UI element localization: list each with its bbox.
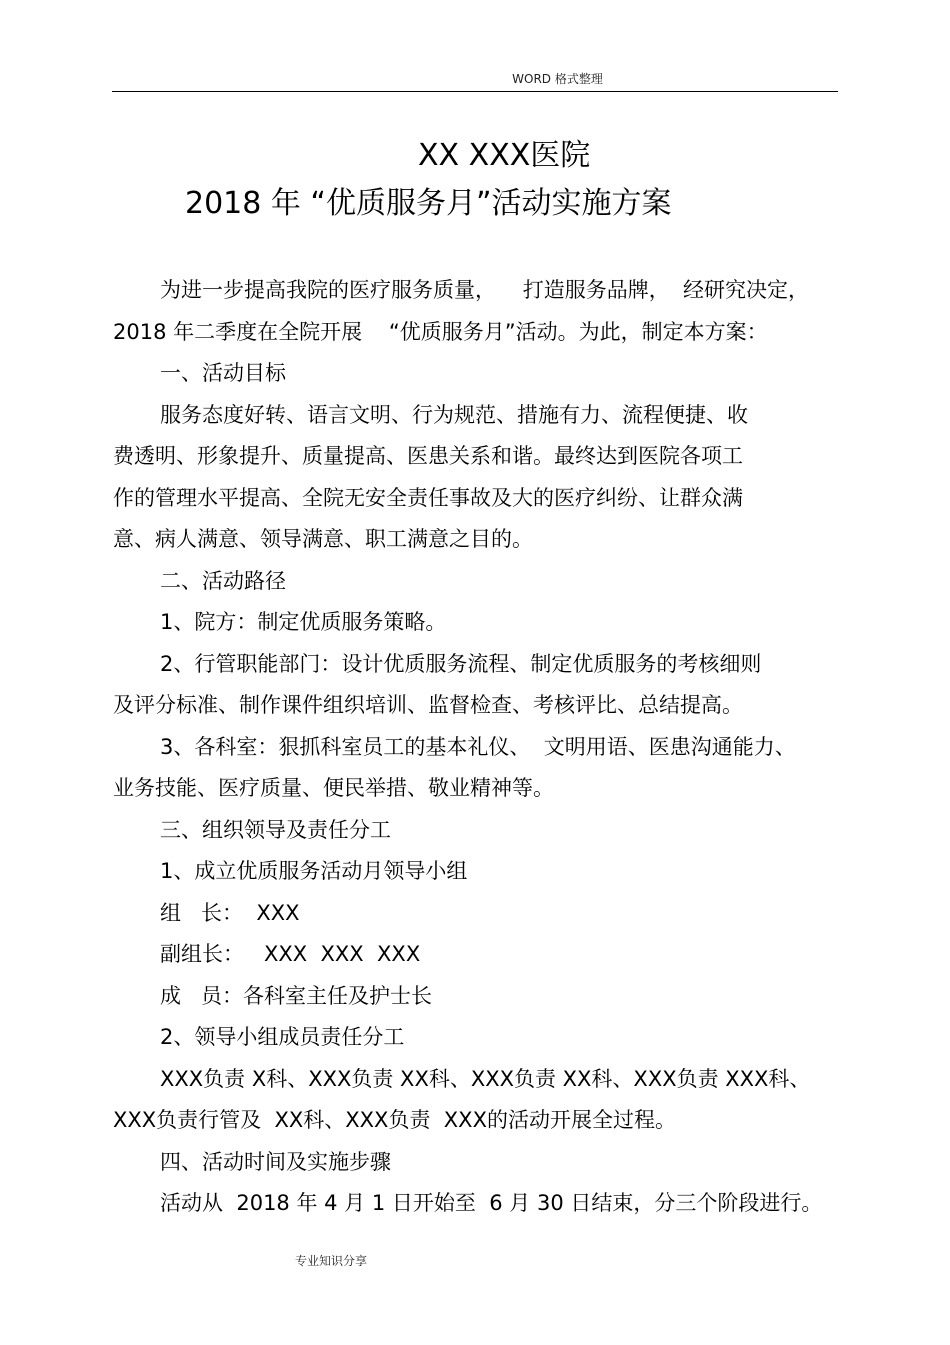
paragraph-line: XXX负责行管及 XX科、XXX负责 XXX的活动开展全过程。: [113, 1108, 676, 1132]
paragraph-line: 费透明、形象提升、质量提高、医患关系和谐。最终达到医院各项工: [113, 444, 743, 468]
paragraph-line: 副组长： XXX XXX XXX: [160, 942, 421, 966]
page-footer: 专业知识分享: [295, 1254, 368, 1268]
paragraph-line: 2018 年二季度在全院开展 “优质服务月”活动。为此，制定本方案：: [113, 320, 768, 344]
paragraph-line: 1、成立优质服务活动月领导小组: [160, 859, 468, 883]
paragraph-line: 为进一步提高我院的医疗服务质量， 打造服务品牌， 经研究决定，: [160, 278, 810, 302]
header-divider: [112, 91, 838, 92]
section-heading: 一、活动目标: [160, 361, 286, 385]
paragraph-line: 活动从 2018 年 4 月 1 日开始至 6 月 30 日结束，分三个阶段进行。: [160, 1191, 823, 1215]
section-heading: 四、活动时间及实施步骤: [160, 1150, 391, 1174]
paragraph-line: XXX负责 X科、XXX负责 XX科、XXX负责 XX科、XXX负责 XXX科、: [160, 1067, 811, 1091]
paragraph-line: 业务技能、医疗质量、便民举措、敬业精神等。: [113, 776, 554, 800]
paragraph-line: 2、行管职能部门：设计优质服务流程、制定优质服务的考核细则: [160, 652, 762, 676]
paragraph-line: 2、领导小组成员责任分工: [160, 1025, 405, 1049]
section-heading: 二、活动路径: [160, 569, 286, 593]
page-header: WORD 格式整理: [512, 72, 603, 86]
paragraph-line: 意、病人满意、领导满意、职工满意之目的。: [113, 527, 533, 551]
section-heading: 三、组织领导及责任分工: [160, 818, 391, 842]
paragraph-line: 成 员：各科室主任及护士长: [160, 984, 433, 1008]
paragraph-line: 服务态度好转、语言文明、行为规范、措施有力、流程便捷、收: [160, 403, 748, 427]
paragraph-line: 组 长： XXX: [160, 901, 300, 925]
document-title-hospital: XX XXX医院: [418, 138, 591, 173]
paragraph-line: 3、各科室：狠抓科室员工的基本礼仪、 文明用语、医患沟通能力、: [160, 735, 796, 759]
document-title-plan: 2018 年 “优质服务月”活动实施方案: [185, 186, 672, 221]
paragraph-line: 作的管理水平提高、全院无安全责任事故及大的医疗纠纷、让群众满: [113, 486, 743, 510]
paragraph-line: 1、院方：制定优质服务策略。: [160, 610, 447, 634]
paragraph-line: 及评分标准、制作课件组织培训、监督检查、考核评比、总结提高。: [113, 693, 743, 717]
